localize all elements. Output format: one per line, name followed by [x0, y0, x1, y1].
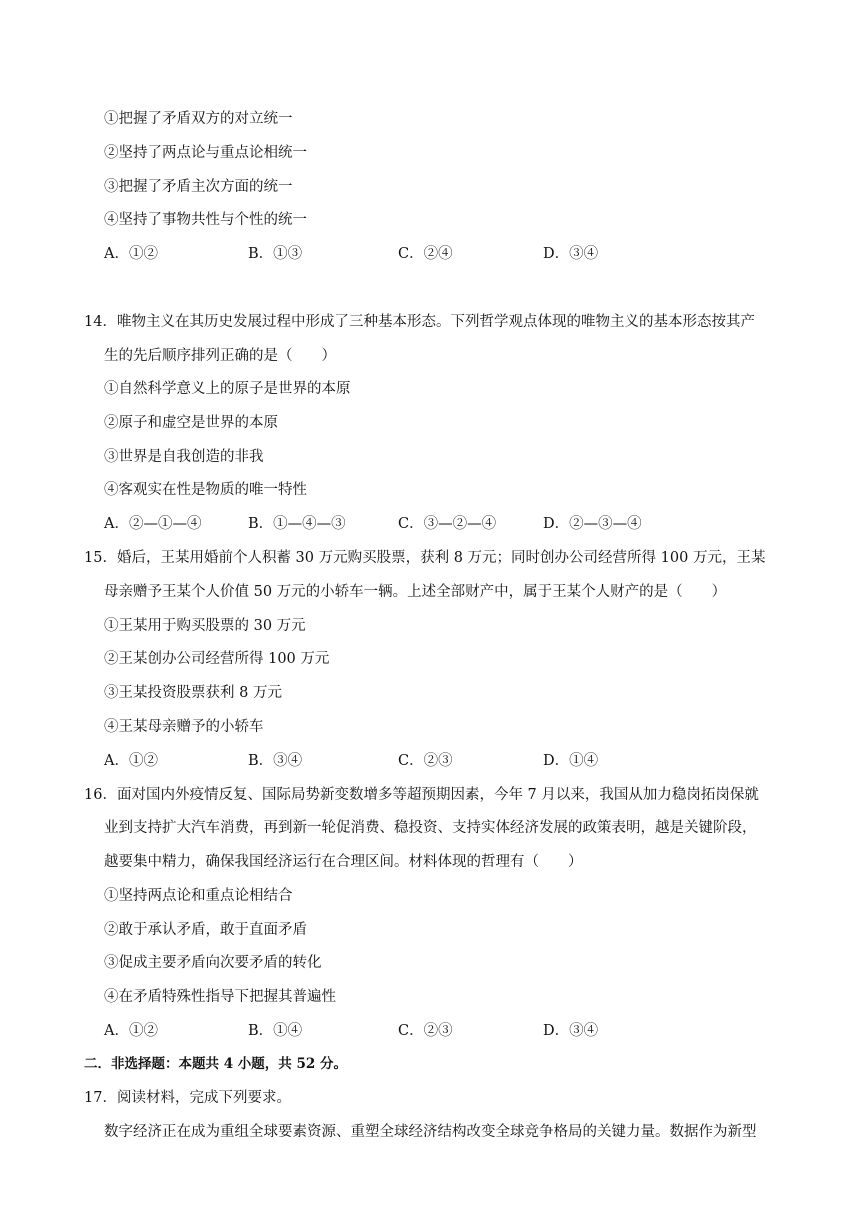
q16-option-b: B．①④: [248, 1023, 303, 1039]
q13-option-a: A．①②: [104, 246, 158, 262]
q15-stem-line-2: 母亲赠予王某个人价值 50 万元的小轿车一辆。上述全部财产中，属于王某个人财产的是（ ）: [104, 584, 727, 600]
q16-option-c: C．②③: [398, 1023, 453, 1039]
q13-item-3: ③把握了矛盾主次方面的统一: [104, 179, 293, 195]
q14-option-d: D．②—③—④: [543, 516, 642, 532]
q14-item-2: ②原子和虚空是世界的本原: [104, 415, 278, 431]
q14-option-a: A．②—①—④: [104, 516, 202, 532]
q17-material-line-1: 数字经济正在成为重组全球要素资源、重塑全球经济结构改变全球竞争格局的关键力量。数据作为新型: [104, 1124, 757, 1140]
q14-item-3: ③世界是自我创造的非我: [104, 449, 264, 465]
q17-stem: 17．阅读材料，完成下列要求。: [84, 1090, 291, 1106]
q15-item-1: ①王某用于购买股票的 30 万元: [104, 618, 306, 634]
q13-item-1: ①把握了矛盾双方的对立统一: [104, 111, 293, 127]
q13-item-2: ②坚持了两点论与重点论相统一: [104, 145, 307, 161]
q16-item-4: ④在矛盾特殊性指导下把握其普遍性: [104, 989, 336, 1005]
q16-stem-line-2: 业到支持扩大汽车消费，再到新一轮促消费、稳投资、支持实体经济发展的政策表明，越是关键阶段，: [104, 820, 757, 836]
q15-item-3: ③王某投资股票获利 8 万元: [104, 685, 282, 701]
q15-option-c: C．②③: [398, 753, 453, 769]
q16-option-a: A．①②: [104, 1023, 158, 1039]
q16-item-1: ①坚持两点论和重点论相结合: [104, 888, 293, 904]
q15-item-2: ②王某创办公司经营所得 100 万元: [104, 651, 330, 667]
q15-stem-line-1: 15．婚后，王某用婚前个人积蓄 30 万元购买股票，获利 8 万元；同时创办公司经营所得 100 万元，王某: [84, 550, 766, 566]
q13-option-b: B．①③: [248, 246, 303, 262]
q15-option-b: B．③④: [248, 753, 303, 769]
q13-item-4: ④坚持了事物共性与个性的统一: [104, 212, 307, 228]
q16-stem-line-1: 16．面对国内外疫情反复、国际局势新变数增多等超预期因素，今年 7 月以来，我国从加力稳岗拓岗保就: [84, 787, 759, 803]
section-2-heading: 二．非选择题：本题共 4 小题，共 52 分。: [84, 1056, 347, 1072]
q14-stem-line-1: 14．唯物主义在其历史发展过程中形成了三种基本形态。下列哲学观点体现的唯物主义的基本形态按其产: [84, 314, 755, 330]
q14-option-b: B．①—④—③: [248, 516, 346, 532]
q16-item-2: ②敢于承认矛盾，敢于直面矛盾: [104, 922, 307, 938]
q15-option-a: A．①②: [104, 753, 158, 769]
q15-item-4: ④王某母亲赠予的小轿车: [104, 719, 264, 735]
q14-item-1: ①自然科学意义上的原子是世界的本原: [104, 381, 351, 397]
q15-option-d: D．①④: [543, 753, 599, 769]
q16-stem-line-3: 越要集中精力，确保我国经济运行在合理区间。材料体现的哲理有（ ）: [104, 854, 583, 870]
q14-stem-line-2: 生的先后顺序排列正确的是（ ）: [104, 348, 336, 364]
q16-item-3: ③促成主要矛盾向次要矛盾的转化: [104, 955, 322, 971]
q14-option-c: C．③—②—④: [398, 516, 497, 532]
q13-option-d: D．③④: [543, 246, 599, 262]
q14-item-4: ④客观实在性是物质的唯一特性: [104, 482, 307, 498]
q13-option-c: C．②④: [398, 246, 453, 262]
q16-option-d: D．③④: [543, 1023, 599, 1039]
